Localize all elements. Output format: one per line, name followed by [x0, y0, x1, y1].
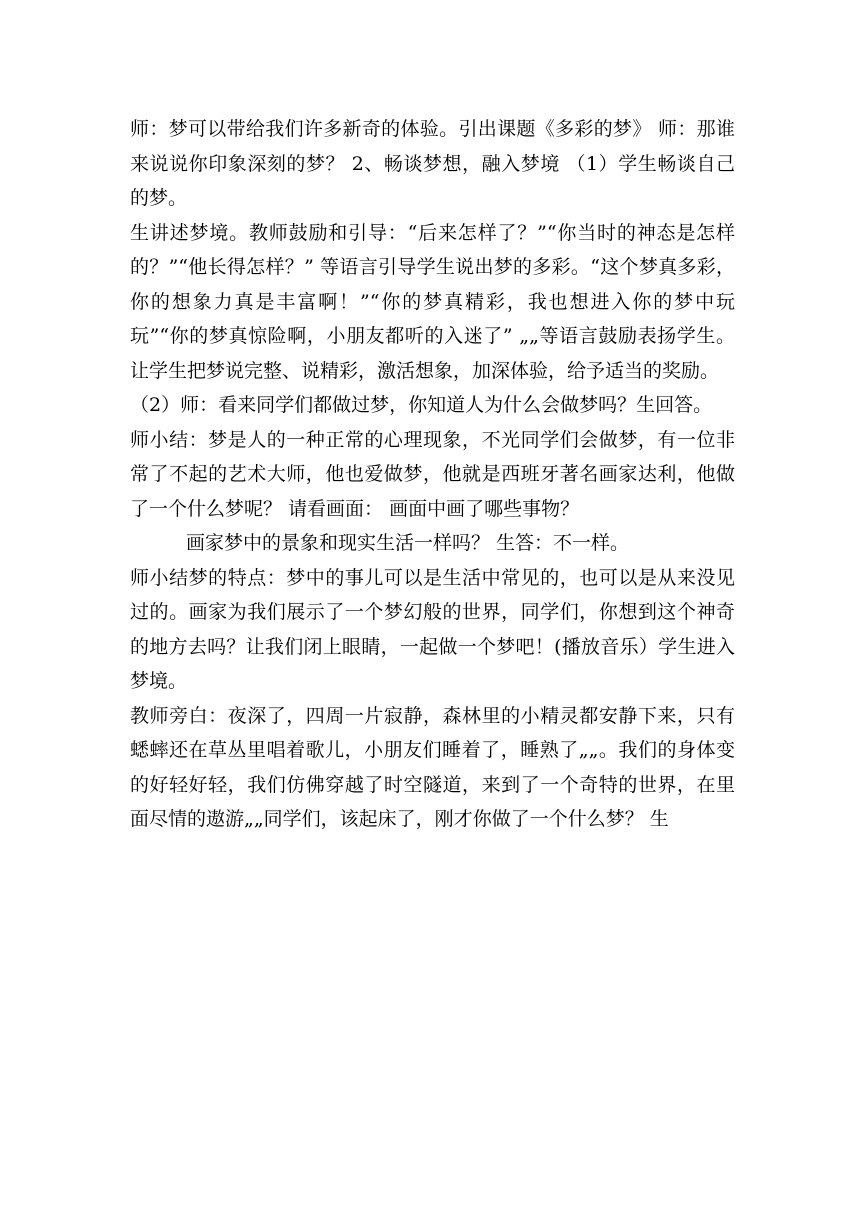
paragraph-2: 生讲述梦境。教师鼓励和引导：“后来怎样了？”“你当时的神态是怎样的？”“他长得怎样？” 等语言引导学生说出梦的多彩。“这个梦真多彩，你的想象力真是丰富啊！”“你的梦真精彩，我也想进入你的梦中玩玩”“你的梦真惊险啊，小朋友都听的入迷了” „„等语言鼓励表扬学生。让学生把梦说完整、说精彩，激活想象，加深体验，给予适当的奖励。 — [130, 221, 735, 382]
paragraph-1: 师：梦可以带给我们许多新奇的体验。引出课题《多彩的梦》 师：那谁来说说你印象深刻的梦？ 2、畅谈梦想，融入梦境 （1）学生畅谈自己的梦。 — [130, 118, 735, 209]
paragraph-5: 画家梦中的景象和现实生活一样吗？ 生答：不一样。 — [186, 532, 630, 554]
document-body — [130, 112, 735, 837]
paragraph-6: 师小结梦的特点：梦中的事儿可以是生活中常见的，也可以是从来没见过的。画家为我们展示了一个梦幻般的世界，同学们，你想到这个神奇的地方去吗？让我们闭上眼睛，一起做一个梦吧！(播放音乐）学生进入梦境。 — [130, 566, 735, 692]
paragraph-3: （2）师：看来同学们都做过梦，你知道人为什么会做梦吗？生回答。 — [130, 394, 713, 416]
paragraph-4: 师小结：梦是人的一种正常的心理现象，不光同学们会做梦，有一位非常了不起的艺术大师，他也爱做梦，他就是西班牙著名画家达利，他做了一个什么梦呢？ 请看画面： 画面中画了哪些事物？ — [130, 428, 735, 520]
paragraph-7: 教师旁白：夜深了，四周一片寂静，森林里的小精灵都安静下来，只有蟋蟀还在草丛里唱着歌儿，小朋友们睡着了，睡熟了„„。我们的身体变的好轻好轻，我们仿佛穿越了时空隧道，来到了一个奇特的世界，在里面尽情的遨游„„同学们，该起床了，刚才你做了一个什么梦？ 生 — [130, 704, 735, 830]
